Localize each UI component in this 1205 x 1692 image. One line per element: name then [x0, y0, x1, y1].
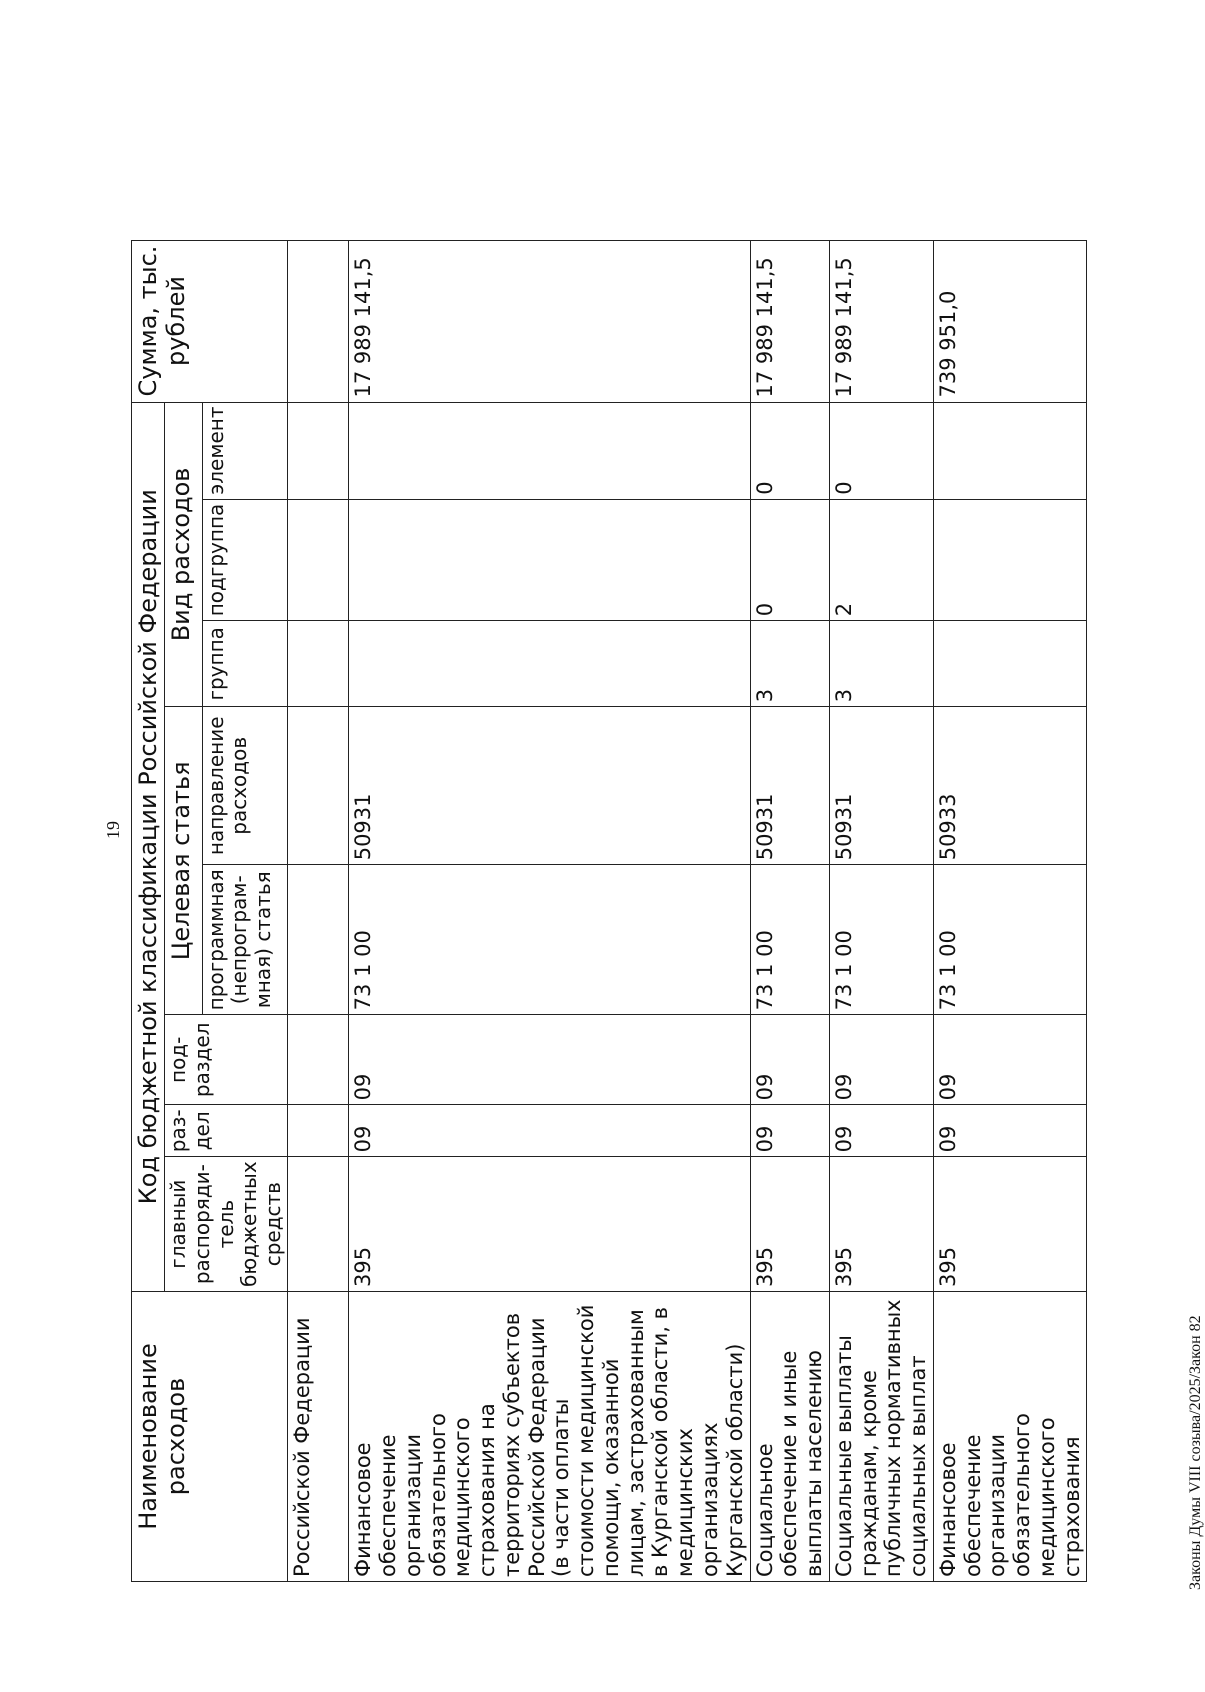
header-program: программная (непрограм-мная) статья	[202, 865, 287, 1015]
cell-element: 0	[829, 402, 933, 499]
budget-table	[131, 240, 1087, 1582]
cell-manager: 395	[829, 1157, 933, 1292]
row-name: Финансовое обеспечение организации обязательного медицинского страхования на территориях субъектов Российской Федерации (в части оплаты стоимости медицинской помощи, оказанной лицам, застрахованным в Курганской области, в медицинских организациях Курганской области)	[349, 1292, 750, 1582]
cell-subsection	[288, 1015, 349, 1105]
table-row	[750, 240, 829, 1581]
header-subsection: под-раздел	[165, 1015, 288, 1105]
cell-group	[288, 621, 349, 707]
cell-group	[933, 621, 1087, 707]
cell-program: 73 1 00	[349, 865, 750, 1015]
cell-group	[349, 621, 750, 707]
cell-program	[288, 865, 349, 1015]
cell-subgroup: 2	[829, 499, 933, 621]
cell-direction	[288, 707, 349, 865]
row-name: Социальные выплаты гражданам, кроме публичных нормативных социальных выплат	[829, 1292, 933, 1582]
cell-group: 3	[829, 621, 933, 707]
cell-subgroup	[933, 499, 1087, 621]
cell-subgroup	[288, 499, 349, 621]
cell-manager: 395	[750, 1157, 829, 1292]
header-sum: Сумма, тыс. рублей	[132, 240, 288, 402]
cell-sum	[288, 240, 349, 402]
table-row	[933, 240, 1087, 1581]
row-name: Финансовое обеспечение организации обязательного медицинского страхования	[933, 1292, 1087, 1582]
cell-sum: 17 989 141,5	[349, 240, 750, 402]
cell-subsection: 09	[349, 1015, 750, 1105]
header-section: раз-дел	[165, 1105, 288, 1157]
cell-section: 09	[933, 1105, 1087, 1157]
cell-subsection: 09	[829, 1015, 933, 1105]
cell-subsection: 09	[750, 1015, 829, 1105]
cell-element: 0	[750, 402, 829, 499]
table-row	[288, 240, 349, 1581]
cell-element	[288, 402, 349, 499]
cell-sum: 739 951,0	[933, 240, 1087, 402]
rotated-content	[95, 70, 1205, 1590]
cell-section: 09	[750, 1105, 829, 1157]
header-main-manager: главный распоряди-тель бюджетных средств	[165, 1157, 288, 1292]
header-target-group: Целевая статья	[165, 707, 203, 1015]
table-row	[829, 240, 933, 1581]
cell-program: 73 1 00	[933, 865, 1087, 1015]
cell-subgroup: 0	[750, 499, 829, 621]
cell-manager	[288, 1157, 349, 1292]
cell-manager: 395	[349, 1157, 750, 1292]
cell-direction: 50931	[750, 707, 829, 865]
header-expense-group: Вид расходов	[165, 402, 203, 707]
header-subgroup: подгруппа	[202, 499, 287, 621]
table-row	[349, 240, 750, 1581]
cell-direction: 50933	[933, 707, 1087, 865]
header-group: группа	[202, 621, 287, 707]
row-name: Российской Федерации	[288, 1292, 349, 1582]
document-footer: Законы Думы VIII созыва/2025/Закон 82	[1187, 1315, 1204, 1590]
cell-program: 73 1 00	[750, 865, 829, 1015]
cell-group: 3	[750, 621, 829, 707]
cell-direction: 50931	[829, 707, 933, 865]
header-name: Наименование расходов	[132, 1292, 288, 1582]
row-name: Социальное обеспечение и иные выплаты населению	[750, 1292, 829, 1582]
header-direction: направление расходов	[202, 707, 287, 865]
cell-sum: 17 989 141,5	[829, 240, 933, 402]
cell-section	[288, 1105, 349, 1157]
cell-manager: 395	[933, 1157, 1087, 1292]
cell-direction: 50931	[349, 707, 750, 865]
header-element: элемент	[202, 402, 287, 499]
cell-program: 73 1 00	[829, 865, 933, 1015]
cell-subgroup	[349, 499, 750, 621]
cell-sum: 17 989 141,5	[750, 240, 829, 402]
cell-section: 09	[829, 1105, 933, 1157]
cell-element	[933, 402, 1087, 499]
cell-section: 09	[349, 1105, 750, 1157]
header-code-group: Код бюджетной классификации Российской Федерации	[132, 402, 165, 1291]
page-number: 19	[103, 821, 123, 839]
cell-element	[349, 402, 750, 499]
cell-subsection: 09	[933, 1015, 1087, 1105]
